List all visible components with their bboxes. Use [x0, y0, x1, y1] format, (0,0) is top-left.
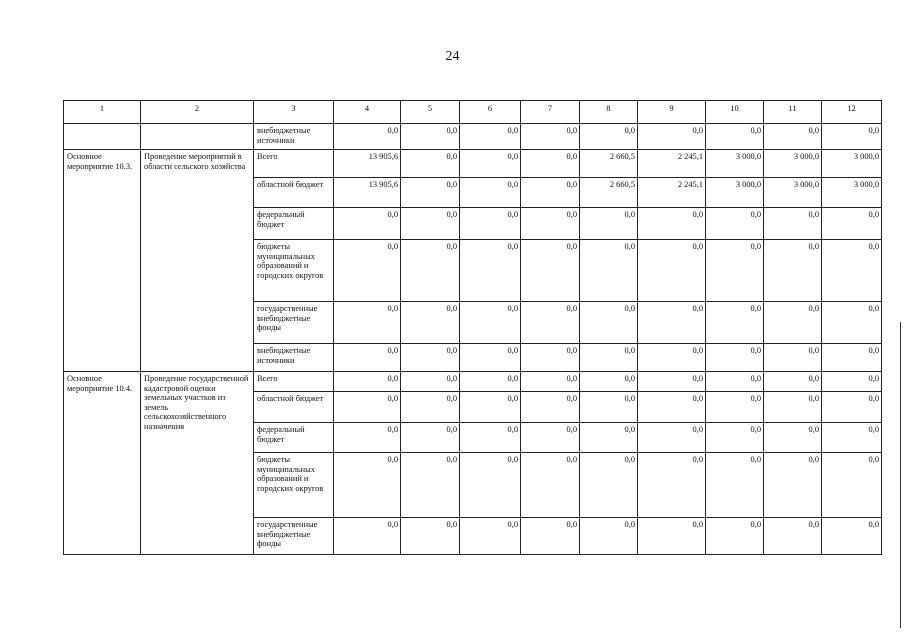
value-cell: 0,0 [638, 453, 706, 518]
value-cell: 0,0 [764, 453, 822, 518]
value-cell: 2 245,1 [638, 150, 706, 178]
value-cell: 0,0 [521, 240, 580, 302]
value-cell: 0,0 [401, 392, 460, 423]
value-cell: 0,0 [706, 344, 764, 372]
value-cell: 0,0 [460, 240, 521, 302]
value-cell: 0,0 [401, 344, 460, 372]
margin-line [900, 322, 901, 628]
event-name-cell [64, 124, 141, 150]
value-cell: 0,0 [521, 344, 580, 372]
value-cell: 0,0 [401, 178, 460, 208]
value-cell: 0,0 [706, 372, 764, 392]
value-cell: 13 905,6 [334, 178, 401, 208]
value-cell: 0,0 [460, 518, 521, 555]
value-cell: 0,0 [822, 518, 882, 555]
value-cell: 0,0 [764, 344, 822, 372]
value-cell: 0,0 [334, 240, 401, 302]
value-cell: 0,0 [334, 344, 401, 372]
header-row [64, 101, 882, 124]
value-cell: 0,0 [334, 453, 401, 518]
event-description-cell: Проведение мероприятий в области сельского хозяйства [141, 150, 254, 372]
value-cell: 0,0 [521, 302, 580, 344]
table-row [64, 150, 882, 178]
value-cell: 0,0 [638, 302, 706, 344]
funding-source-cell: федеральный бюджет [254, 423, 334, 453]
column-header: 1 [64, 101, 141, 124]
value-cell: 0,0 [521, 124, 580, 150]
value-cell: 0,0 [764, 208, 822, 240]
funding-source-cell: Всего [254, 372, 334, 392]
value-cell: 0,0 [706, 423, 764, 453]
value-cell: 0,0 [580, 392, 638, 423]
column-header: 5 [401, 101, 460, 124]
column-header: 7 [521, 101, 580, 124]
value-cell: 0,0 [580, 124, 638, 150]
value-cell: 0,0 [580, 208, 638, 240]
value-cell: 0,0 [706, 240, 764, 302]
value-cell: 0,0 [521, 372, 580, 392]
value-cell: 0,0 [822, 240, 882, 302]
value-cell: 0,0 [706, 124, 764, 150]
value-cell: 0,0 [580, 344, 638, 372]
value-cell: 0,0 [706, 302, 764, 344]
event-description-cell: Проведение государственной кадастровой оценки земельных участков из земель сельскохозяйственного назначения [141, 372, 254, 555]
value-cell: 0,0 [638, 208, 706, 240]
column-header: 2 [141, 101, 254, 124]
column-header: 9 [638, 101, 706, 124]
value-cell: 0,0 [521, 518, 580, 555]
value-cell: 0,0 [401, 240, 460, 302]
value-cell: 0,0 [822, 124, 882, 150]
table-header [64, 101, 882, 124]
value-cell: 0,0 [764, 124, 822, 150]
table-row [64, 124, 882, 150]
funding-source-cell: внебюджетные источники [254, 344, 334, 372]
value-cell: 3 000,0 [822, 178, 882, 208]
value-cell: 0,0 [460, 344, 521, 372]
value-cell: 0,0 [334, 124, 401, 150]
column-header: 8 [580, 101, 638, 124]
event-description-cell [141, 124, 254, 150]
event-name-cell: Основное мероприятие 10.4. [64, 372, 141, 555]
value-cell: 0,0 [460, 453, 521, 518]
value-cell: 0,0 [401, 150, 460, 178]
value-cell: 0,0 [580, 453, 638, 518]
value-cell: 0,0 [334, 302, 401, 344]
budget-table [63, 100, 882, 555]
value-cell: 0,0 [460, 178, 521, 208]
value-cell: 0,0 [638, 344, 706, 372]
value-cell: 3 000,0 [706, 178, 764, 208]
value-cell: 0,0 [401, 423, 460, 453]
value-cell: 0,0 [580, 240, 638, 302]
value-cell: 0,0 [580, 423, 638, 453]
value-cell: 0,0 [764, 240, 822, 302]
funding-source-cell: областной бюджет [254, 178, 334, 208]
value-cell: 0,0 [706, 208, 764, 240]
value-cell: 0,0 [580, 372, 638, 392]
value-cell: 3 000,0 [764, 150, 822, 178]
value-cell: 0,0 [521, 392, 580, 423]
funding-source-cell: областной бюджет [254, 392, 334, 423]
value-cell: 0,0 [521, 423, 580, 453]
value-cell: 0,0 [706, 453, 764, 518]
funding-source-cell: бюджеты муниципальных образований и городских округов [254, 240, 334, 302]
value-cell: 0,0 [638, 372, 706, 392]
funding-source-cell: государственные внебюджетные фонды [254, 302, 334, 344]
page-number: 24 [445, 49, 460, 64]
value-cell: 0,0 [822, 208, 882, 240]
value-cell: 0,0 [401, 124, 460, 150]
value-cell: 0,0 [638, 423, 706, 453]
value-cell: 0,0 [822, 453, 882, 518]
value-cell: 0,0 [460, 372, 521, 392]
value-cell: 0,0 [764, 372, 822, 392]
funding-source-cell: бюджеты муниципальных образований и городских округов [254, 453, 334, 518]
value-cell: 0,0 [521, 150, 580, 178]
value-cell: 0,0 [521, 178, 580, 208]
funding-source-cell: Всего [254, 150, 334, 178]
value-cell: 2 660,5 [580, 178, 638, 208]
value-cell: 0,0 [822, 392, 882, 423]
value-cell: 0,0 [521, 453, 580, 518]
value-cell: 0,0 [580, 302, 638, 344]
value-cell: 0,0 [460, 208, 521, 240]
value-cell: 0,0 [334, 518, 401, 555]
column-header: 6 [460, 101, 521, 124]
value-cell: 3 000,0 [764, 178, 822, 208]
value-cell: 0,0 [460, 392, 521, 423]
value-cell: 0,0 [638, 392, 706, 423]
column-header: 11 [764, 101, 822, 124]
value-cell: 0,0 [764, 518, 822, 555]
value-cell: 13 905,6 [334, 150, 401, 178]
funding-source-cell: внебюджетные источники [254, 124, 334, 150]
value-cell: 0,0 [460, 423, 521, 453]
value-cell: 0,0 [460, 150, 521, 178]
value-cell: 0,0 [460, 124, 521, 150]
value-cell: 0,0 [764, 423, 822, 453]
value-cell: 0,0 [638, 124, 706, 150]
value-cell: 0,0 [822, 302, 882, 344]
funding-source-cell: государственные внебюджетные фонды [254, 518, 334, 555]
value-cell: 0,0 [580, 518, 638, 555]
value-cell: 0,0 [334, 372, 401, 392]
value-cell: 0,0 [822, 344, 882, 372]
value-cell: 0,0 [706, 392, 764, 423]
value-cell: 3 000,0 [822, 150, 882, 178]
value-cell: 0,0 [706, 518, 764, 555]
value-cell: 3 000,0 [706, 150, 764, 178]
value-cell: 2 245,1 [638, 178, 706, 208]
column-header: 12 [822, 101, 882, 124]
table-body [64, 124, 882, 555]
value-cell: 0,0 [401, 453, 460, 518]
value-cell: 0,0 [638, 240, 706, 302]
funding-source-cell: федеральный бюджет [254, 208, 334, 240]
value-cell: 0,0 [764, 302, 822, 344]
value-cell: 0,0 [764, 392, 822, 423]
value-cell: 2 660,5 [580, 150, 638, 178]
column-header: 10 [706, 101, 764, 124]
column-header: 3 [254, 101, 334, 124]
value-cell: 0,0 [401, 302, 460, 344]
table-row [64, 372, 882, 392]
value-cell: 0,0 [822, 372, 882, 392]
value-cell: 0,0 [401, 518, 460, 555]
value-cell: 0,0 [334, 423, 401, 453]
value-cell: 0,0 [521, 208, 580, 240]
value-cell: 0,0 [460, 302, 521, 344]
value-cell: 0,0 [401, 372, 460, 392]
value-cell: 0,0 [822, 423, 882, 453]
event-name-cell: Основное мероприятие 10.3. [64, 150, 141, 372]
value-cell: 0,0 [334, 392, 401, 423]
value-cell: 0,0 [638, 518, 706, 555]
column-header: 4 [334, 101, 401, 124]
value-cell: 0,0 [334, 208, 401, 240]
value-cell: 0,0 [401, 208, 460, 240]
